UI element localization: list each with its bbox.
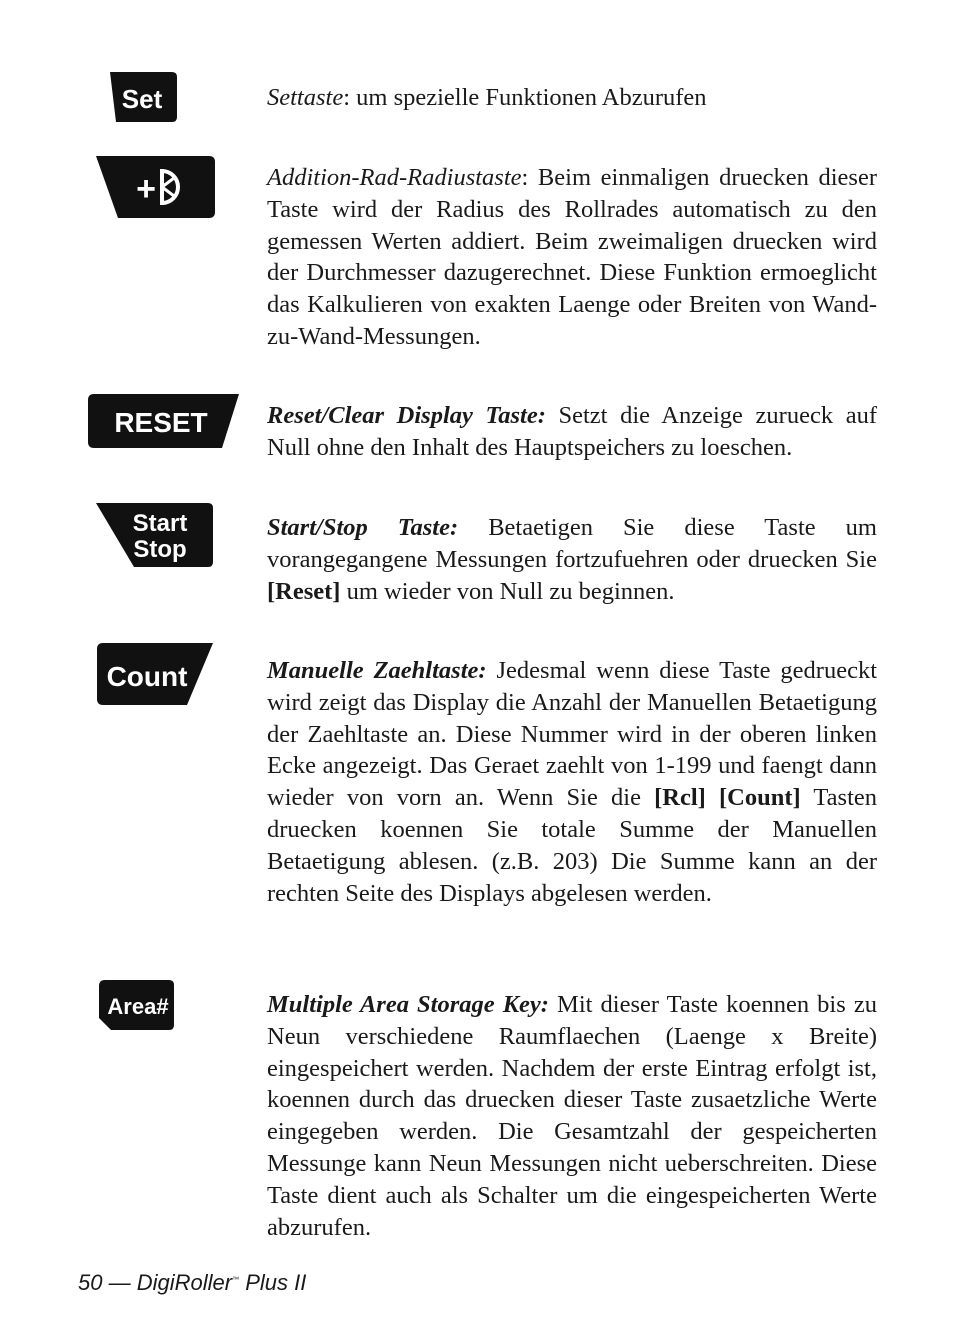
trademark: ™ bbox=[232, 1276, 240, 1284]
desc-text: Beim einmaligen druecken dieser Taste wird der Radius des Rollrades automatisch zu den gemessen Werten addiert. Beim zweimaligen druecken wird der Durchmesser dazugerechnet. Diese Funktion ermoeglicht das Kalkulieren von exakten Laenge oder Breiten von Wand-zu-Wand-Messungen. bbox=[267, 164, 877, 350]
key-ref-rcl: [Rcl] bbox=[654, 784, 706, 812]
key-ref-reset: [Reset] bbox=[267, 577, 341, 605]
start-stop-key-icon bbox=[96, 503, 214, 567]
area-key-description bbox=[267, 989, 877, 1243]
term-start-stop: Start/Stop Taste: bbox=[267, 514, 459, 541]
count-key-description bbox=[267, 655, 877, 909]
start-key-label: Start bbox=[132, 510, 188, 537]
term-settaste: Settaste bbox=[267, 84, 344, 111]
start-stop-key-description bbox=[267, 512, 877, 607]
page-footer: 50 — DigiRoller™ Plus II bbox=[78, 1270, 307, 1295]
area-key-label: Area# bbox=[107, 994, 169, 1019]
add-radius-key-icon bbox=[96, 156, 216, 218]
term-addition: Addition-Rad-Radiustaste bbox=[267, 164, 522, 191]
desc-text: Mit dieser Taste koennen bis zu Neun verschiedene Raumflaechen (Laenge x Breite) eingespeichert werden. Nachdem der erste Eintrag erfolgt ist, koennen durch das druecken dieser Taste zusaetzliche Werte eingegeben werden. Die Gesamtzahl der gespeicherten Messunge kann Neun Messungen nicht ueberschreiten. Diese Taste dient auch als Schalter um die eingespeicherten Werte abzurufen. bbox=[267, 991, 877, 1241]
reset-key-icon bbox=[88, 394, 240, 448]
set-key-description: Settaste: um spezielle Funktionen Abzurufen bbox=[267, 84, 707, 111]
desc-text: Betaetigen Sie diese Taste um vorangegangene Messungen fortzufuehren oder druecken Sie bbox=[267, 514, 877, 573]
set-key-label: Set bbox=[121, 84, 163, 114]
reset-key-label: RESET bbox=[114, 407, 208, 438]
count-key-icon bbox=[97, 643, 214, 705]
term-manuelle: Manuelle Zaehltaste: bbox=[267, 657, 487, 684]
desc-text: um spezielle Funktionen Abzurufen bbox=[350, 84, 707, 111]
desc-text: Jedesmal wenn diese Taste gedrueckt wird zeigt das Display die Anzahl der Manuellen Betaetigung der Zaehltaste an. Diese Nummer wird in der oberen linken Ecke angezeigt. Das Geraet zaehlt von 1-199 und faengt dann wieder von vorn an. Wenn Sie die bbox=[267, 657, 878, 812]
term-reset: Reset/Clear Display Taste: bbox=[267, 402, 546, 429]
desc-text: Setzt die Anzeige zurueck auf Null ohne den Inhalt des Hauptspeichers zu loeschen. bbox=[267, 402, 877, 461]
product-name: DigiRoller bbox=[136, 1270, 233, 1295]
area-key-icon bbox=[99, 980, 175, 1030]
page-number: 50 bbox=[78, 1270, 103, 1295]
product-suffix: Plus II bbox=[239, 1270, 307, 1295]
add-radius-key-description: Addition-Rad-Radiustaste: Beim einmaligen druecken dieser Taste wird der Radius des Rollrades automatisch zu den gemessen Werten addiert. Beim zweimaligen druecken wird der Durchmesser dazugerechnet. Diese Funktion ermoeglicht das Kalkulieren von exakten Laenge oder Breiten von Wand-zu-Wand-Messungen. bbox=[267, 164, 877, 350]
term-multiple-area: Multiple Area Storage Key: bbox=[267, 991, 549, 1018]
desc-text: um wieder von Null zu beginnen. bbox=[340, 577, 675, 605]
desc-text: Tasten druecken koennen Sie totale Summe der Manuellen Betaetigung ablesen. (z.B. 203) Die Summe kann an der rechten Seite des Displays abgelesen werden. bbox=[267, 784, 878, 907]
stop-key-label: Stop bbox=[133, 536, 187, 563]
add-radius-plus-label: + bbox=[136, 170, 156, 208]
key-ref-count: [Count] bbox=[719, 784, 801, 812]
count-key-label: Count bbox=[106, 661, 188, 692]
set-key-icon bbox=[102, 72, 178, 122]
reset-key-description bbox=[267, 400, 877, 464]
